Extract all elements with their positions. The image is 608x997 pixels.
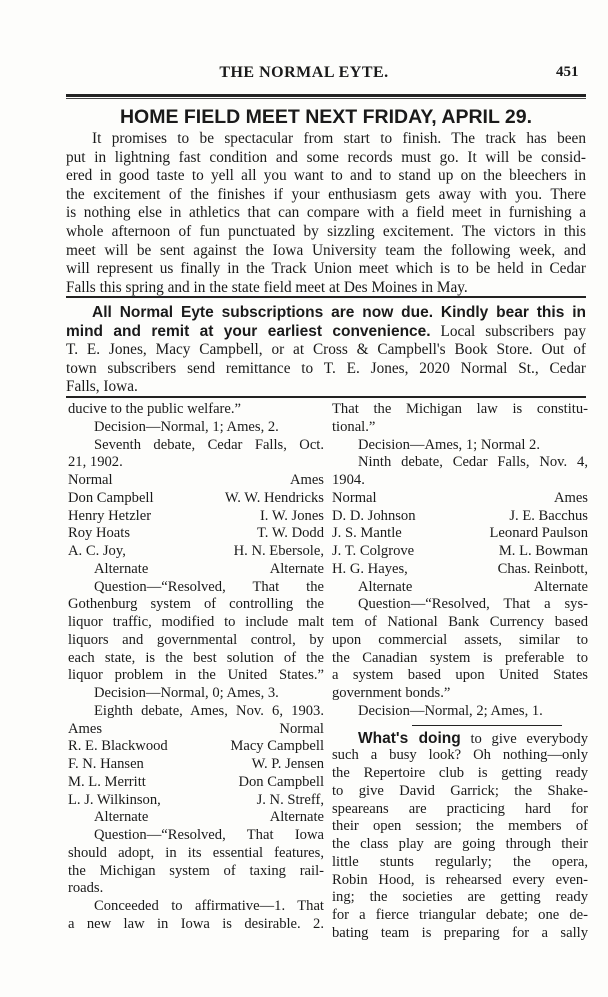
text-line: meet will be sent against the Iowa University team the following week, and xyxy=(66,241,586,259)
roster-row xyxy=(68,756,324,774)
ames-side: Leonard Paulson xyxy=(489,525,588,542)
text-line: their open session; the members of xyxy=(332,818,588,835)
header-double-rule xyxy=(66,94,586,99)
text-line: such a busy look? Oh nothing—only xyxy=(332,747,588,764)
ames-side: H. N. Ebersole, xyxy=(233,543,324,559)
article-body xyxy=(66,130,586,297)
article-headline: HOME FIELD MEET NEXT FRIDAY, APRIL 29. xyxy=(119,106,533,128)
text-line: ing; the societies are getting ready xyxy=(332,889,588,906)
ames-side: Macy Campbell xyxy=(230,738,324,755)
section-divider xyxy=(66,396,586,398)
text-line: Decision—Ames, 1; Normal 2. xyxy=(358,436,540,453)
short-divider xyxy=(412,725,562,726)
normal-side: D. D. Johnson xyxy=(332,507,416,524)
masthead: THE NORMAL EYTE. xyxy=(219,64,389,81)
ames-side: T. W. Dodd xyxy=(256,525,324,542)
text-line: Falls this spring and in the state field meet at Des Moines in May. xyxy=(66,278,468,296)
ames-side: Alternate xyxy=(269,560,324,577)
ames-side: Ames xyxy=(289,472,324,488)
left-column xyxy=(68,401,324,934)
roster-row xyxy=(68,721,324,739)
text-line: a new law in Iowa is desirable. 2. xyxy=(68,915,324,932)
ames-side: M. L. Bowman xyxy=(498,543,588,559)
normal-side: R. E. Blackwood xyxy=(68,738,168,755)
roster-row xyxy=(332,579,588,597)
normal-side: Alternate xyxy=(94,809,149,826)
text-line: Question—“Resolved, That the xyxy=(94,578,324,595)
ames-side: J. E. Bacchus xyxy=(509,507,588,524)
normal-side: Alternate xyxy=(358,578,413,595)
text-line: speareans are practicing hard for xyxy=(332,800,588,817)
normal-side: H. G. Hayes, xyxy=(332,560,408,577)
text-line: whole afternoon of fun punctuated by sizzling excitement. The victors in this xyxy=(66,222,586,240)
text-line: ducive to the public welfare.” xyxy=(68,401,242,417)
roster-row xyxy=(332,543,588,561)
ames-side: W. W. Hendricks xyxy=(224,489,324,506)
normal-side: Ames xyxy=(68,720,103,737)
notice-line: town subscribers send remittance to T. E. Jones, 2020 Normal St., Cedar xyxy=(66,359,586,377)
text-line: the Michigan system of taxing rail- xyxy=(68,862,324,879)
text-line: tional.” xyxy=(332,418,376,435)
text-line: Decision—Normal, 1; Ames, 2. xyxy=(94,418,279,435)
ames-side: Ames xyxy=(553,489,588,506)
normal-side: Normal xyxy=(68,472,113,488)
text-line: a system based upon United States xyxy=(332,667,588,684)
roster-row xyxy=(68,561,324,579)
text-line: the excitement of the finishes if your enthusiasm gets away with you. There xyxy=(66,185,586,203)
roster-row xyxy=(68,490,324,508)
ames-side: W. P. Jensen xyxy=(251,756,324,772)
roster-row xyxy=(68,738,324,756)
normal-side: Henry Hetzler xyxy=(68,507,152,524)
roster-row xyxy=(68,472,324,490)
ames-side: Chas. Reinbott, xyxy=(497,560,588,577)
page-number: 451 xyxy=(556,64,579,80)
text-line: Ninth debate, Cedar Falls, Nov. 4, xyxy=(358,454,588,471)
subscription-notice xyxy=(66,304,586,397)
roster-row xyxy=(68,543,324,561)
roster-row xyxy=(332,508,588,526)
text-line: each state, is the best solution of the xyxy=(68,649,324,666)
text-line: Question—“Resolved, That a sys- xyxy=(358,596,588,613)
normal-side: A. C. Joy, xyxy=(68,543,126,559)
notice-line: All Normal Eyte subscriptions are now due. Kindly bear this in xyxy=(92,304,586,321)
roster-row xyxy=(332,561,588,579)
notice-line: Falls, Iowa. xyxy=(66,378,138,396)
text-line: little stunts regularly; the opera, xyxy=(332,853,588,870)
normal-side: Roy Hoats xyxy=(68,525,131,542)
ames-side: I. W. Jones xyxy=(259,507,324,524)
normal-side: Normal xyxy=(332,489,377,506)
text-line: the class play are going through their xyxy=(332,836,588,852)
text-line: Eighth debate, Ames, Nov. 6, 1903. xyxy=(94,702,324,719)
text-line: bating team is preparing for a sally xyxy=(332,924,588,941)
roster-row xyxy=(332,525,588,543)
roster-row xyxy=(68,508,324,526)
text-line: will represent us finally in the Track Union meet which is to be held in Cedar xyxy=(66,260,586,278)
text-line: the Repertoire club is getting ready xyxy=(332,765,588,781)
text-line: Decision—Normal, 0; Ames, 3. xyxy=(94,685,279,701)
roster-row xyxy=(68,774,324,792)
text-line: to give David Garrick; the Shake- xyxy=(332,782,588,799)
ames-side: Don Campbell xyxy=(238,773,324,790)
text-line: upon commercial assets, similar to xyxy=(332,631,588,648)
text-line xyxy=(332,730,588,748)
text-line: should adopt, in its essential features, xyxy=(68,844,324,861)
text-line: Gothenburg system of controlling the xyxy=(68,596,324,613)
text-line: for a fierce triangular debate; one de- xyxy=(332,907,588,923)
whats-doing-lead: What's doing xyxy=(358,729,461,747)
text-line: tem of National Bank Currency based xyxy=(332,614,588,630)
normal-side: J. T. Colgrove xyxy=(332,543,415,559)
ames-side: Alternate xyxy=(533,578,588,595)
ames-side: Alternate xyxy=(269,809,324,826)
text-line: Question—“Resolved, That Iowa xyxy=(94,827,324,843)
text-line: Decision—Normal, 2; Ames, 1. xyxy=(358,702,543,719)
normal-side: M. L. Merritt xyxy=(68,773,146,790)
text-line: 1904. xyxy=(332,472,365,488)
text-line: is nothing else in athletics that can compare with a field meet in furnishing a xyxy=(66,204,586,222)
text-line: That the Michigan law is constitu- xyxy=(332,401,588,417)
normal-side: F. N. Hansen xyxy=(68,756,144,772)
normal-side: J. S. Mantle xyxy=(332,525,402,542)
normal-side: L. J. Wilkinson, xyxy=(68,791,161,808)
text-line: the Canadian system is preferable to xyxy=(332,649,588,666)
text-line: roads. xyxy=(68,880,104,897)
text-line: government bonds.” xyxy=(332,685,451,701)
text-line: 21, 1902. xyxy=(68,454,123,471)
roster-row xyxy=(68,525,324,543)
notice-line: T. E. Jones, Macy Campbell, or at Cross & Campbell's Book Store. Out of xyxy=(66,341,586,359)
roster-row xyxy=(68,792,324,810)
text-line: liquor problem in the United States.” xyxy=(68,667,324,684)
text-line: Robin Hood, is rehearsed every even- xyxy=(332,871,588,888)
text-line: put in lightning fast condition and some records must go. It will be consid- xyxy=(66,148,586,166)
normal-side: Don Campbell xyxy=(68,489,154,506)
text-line: liquors and governmental control, by xyxy=(68,631,324,648)
section-divider xyxy=(66,296,586,298)
text-line: It promises to be spectacular from start to finish. The track has been xyxy=(92,130,586,147)
text-line: liquor traffic, modified to include malt xyxy=(68,614,324,630)
normal-side: Alternate xyxy=(94,560,149,577)
whats-doing-text: to give everybody xyxy=(470,730,589,747)
ames-side: J. N. Streff, xyxy=(256,791,324,808)
notice-bold: mind and remit at your earliest convenience. xyxy=(66,322,431,340)
roster-row xyxy=(332,490,588,508)
text-line: Conceeded to affirmative—1. That xyxy=(94,898,324,914)
ames-side: Normal xyxy=(279,720,324,737)
notice-line xyxy=(66,323,586,342)
right-column xyxy=(332,401,588,943)
notice-text: Local subscribers pay xyxy=(440,322,586,340)
roster-row xyxy=(68,809,324,827)
text-line: Seventh debate, Cedar Falls, Oct. xyxy=(94,436,324,453)
text-line: ered in good taste to yell all you want to and to stand up on the bleechers in xyxy=(66,167,586,185)
